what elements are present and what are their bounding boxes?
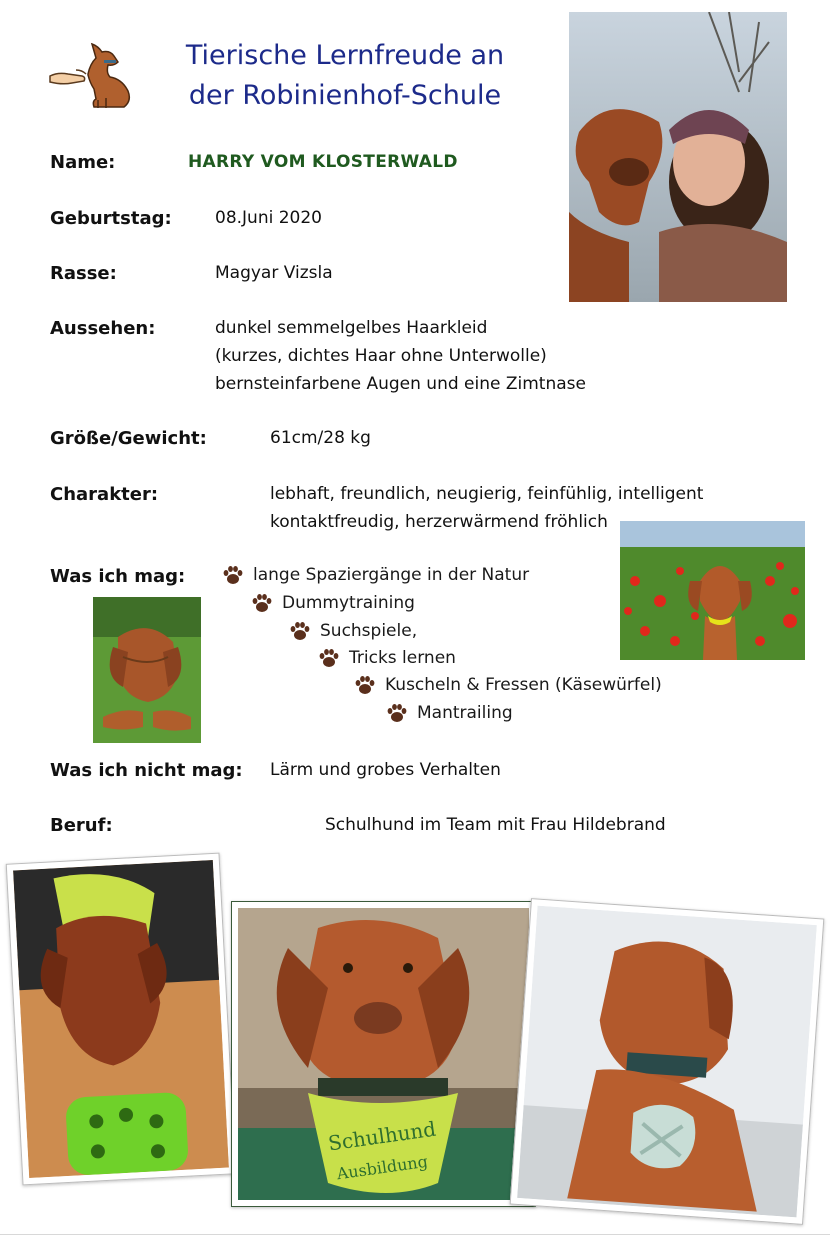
like-item: Mantrailing xyxy=(385,701,513,725)
name-label: Name: xyxy=(50,152,116,173)
dog-with-toy-photo xyxy=(6,853,237,1186)
paw-icon xyxy=(317,646,341,670)
like-item: Tricks lernen xyxy=(317,646,456,670)
job-value: Schulhund im Team mit Frau Hildebrand xyxy=(325,815,666,835)
puppy-on-grass-photo xyxy=(93,597,201,743)
paw-icon xyxy=(221,563,245,587)
breed-label: Rasse: xyxy=(50,263,117,284)
paw-icon xyxy=(353,673,377,697)
like-item: lange Spaziergänge in der Natur xyxy=(221,563,529,587)
paw-icon xyxy=(385,701,409,725)
character-value: lebhaft, freundlich, neugierig, feinfühlig, intelligent kontaktfreudig, herzerwärmend fröhlich xyxy=(270,484,704,532)
size-value: 61cm/28 kg xyxy=(270,428,371,448)
like-item: Dummytraining xyxy=(250,591,415,615)
dislikes-label: Was ich nicht mag: xyxy=(50,760,243,781)
dog-with-rope-toy-photo xyxy=(510,898,825,1225)
hand-and-dog-icon xyxy=(48,36,140,110)
looks-value: dunkel semmelgelbes Haarkleid (kurzes, dichtes Haar ohne Unterwolle) bernsteinfarbene Augen und eine Zimtnase xyxy=(215,318,586,394)
likes-label: Was ich mag: xyxy=(50,566,186,587)
looks-label: Aussehen: xyxy=(50,318,156,339)
dislikes-value: Lärm und grobes Verhalten xyxy=(270,760,501,780)
page-divider xyxy=(0,1234,830,1235)
breed-value: Magyar Vizsla xyxy=(215,263,333,283)
like-item: Suchspiele, xyxy=(288,619,417,643)
page-title: Tierische Lernfreude an der Robinienhof-Schule xyxy=(185,40,505,111)
like-item: Kuscheln & Fressen (Käsewürfel) xyxy=(353,673,662,697)
job-label: Beruf: xyxy=(50,815,113,836)
birthday-value: 08.Juni 2020 xyxy=(215,208,322,228)
name-value: HARRY VOM KLOSTERWALD xyxy=(188,152,458,172)
size-label: Größe/Gewicht: xyxy=(50,428,207,449)
paw-icon xyxy=(288,619,312,643)
dog-with-owner-photo xyxy=(569,12,787,302)
dog-in-poppy-field-photo xyxy=(620,521,805,660)
bandana-text: Schulhund xyxy=(326,1116,438,1156)
character-label: Charakter: xyxy=(50,484,159,505)
paw-icon xyxy=(250,591,274,615)
bandana-text: Ausbildung xyxy=(335,1151,429,1184)
dog-with-bandana-photo xyxy=(231,901,536,1207)
birthday-label: Geburtstag: xyxy=(50,208,172,229)
